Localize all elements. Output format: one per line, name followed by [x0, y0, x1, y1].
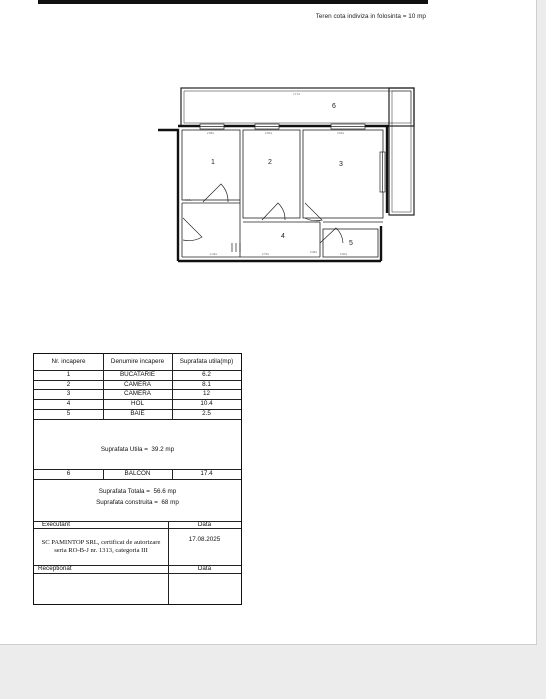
- header-area: Suprafata utila(mp): [179, 358, 234, 366]
- svg-text:2.75m: 2.75m: [262, 253, 270, 256]
- room-label-5: 5: [349, 240, 353, 247]
- room-nr: 1: [66, 371, 71, 379]
- rooms-table: [33, 353, 242, 605]
- executant-date: 17.08.2025: [188, 536, 221, 544]
- svg-text:2.60m: 2.60m: [265, 132, 273, 135]
- svg-text:3.64m: 3.64m: [337, 132, 345, 135]
- receptionat-label: Receptionat: [38, 565, 72, 573]
- svg-text:3.03m: 3.03m: [185, 199, 193, 202]
- balcon-area: 17.4: [200, 470, 213, 478]
- suprafata-totala: [34, 487, 241, 497]
- room-nr: 2: [66, 380, 71, 388]
- suprafata-totala-value: 56.6 mp: [153, 488, 177, 496]
- data-label-2: Data: [197, 565, 212, 573]
- executant-text: SC PAMINTOP SRL, certificat de autorizare seria RO-B-J nr. 1313, categoria III: [41, 539, 161, 554]
- room-area: 8.1: [202, 380, 211, 388]
- svg-text:2.50m: 2.50m: [340, 253, 348, 256]
- room-label-2: 2: [268, 159, 272, 166]
- room-nr: 5: [66, 410, 71, 418]
- room-area: 10.4: [200, 400, 213, 408]
- room-name: CAMERA: [124, 380, 151, 388]
- header-name: Denumire incapere: [110, 358, 165, 366]
- svg-text:2.43m: 2.43m: [210, 253, 218, 256]
- suprafata-construita-value: 68 mp: [161, 499, 179, 507]
- room-name: BAIE: [130, 410, 145, 418]
- windows: [200, 124, 385, 192]
- room-nr: 4: [66, 400, 71, 408]
- balcony: [181, 88, 414, 215]
- room-label-4: 4: [281, 233, 285, 240]
- suprafata-construita: [34, 498, 241, 508]
- room-label-6: 6: [332, 103, 336, 110]
- executant-label: Executant: [42, 520, 71, 528]
- suprafata-utila-value: 39.2 mp: [151, 446, 175, 454]
- room-area: 2.5: [202, 410, 211, 418]
- land-share-note: Teren cota indiviza in folosinta = 10 mp: [315, 13, 426, 20]
- balcon-nr: 6: [66, 470, 71, 478]
- svg-text:7.17m: 7.17m: [293, 93, 301, 96]
- svg-text:0.38m: 0.38m: [310, 251, 318, 254]
- room-name: HOL: [131, 400, 144, 408]
- room-area: 6.2: [202, 371, 211, 379]
- room-name: CAMERA: [124, 390, 151, 398]
- suprafata-utila-label: Suprafata Utila =: [100, 446, 148, 454]
- header-nr: Nr. incapere: [51, 358, 86, 366]
- suprafata-utila: [34, 444, 241, 456]
- suprafata-totala-label: Suprafata Totala =: [98, 488, 150, 496]
- room-label-3: 3: [339, 161, 343, 168]
- room-nr: 3: [66, 390, 71, 398]
- room-area: 12: [202, 390, 210, 398]
- room-label-1: 1: [211, 159, 215, 166]
- svg-text:2.68m: 2.68m: [207, 132, 215, 135]
- room-name: BUCATARIE: [119, 371, 156, 379]
- data-label: Data: [197, 520, 212, 528]
- suprafata-construita-label: Suprafata construita =: [96, 499, 158, 507]
- balcon-name: BALCON: [124, 470, 151, 478]
